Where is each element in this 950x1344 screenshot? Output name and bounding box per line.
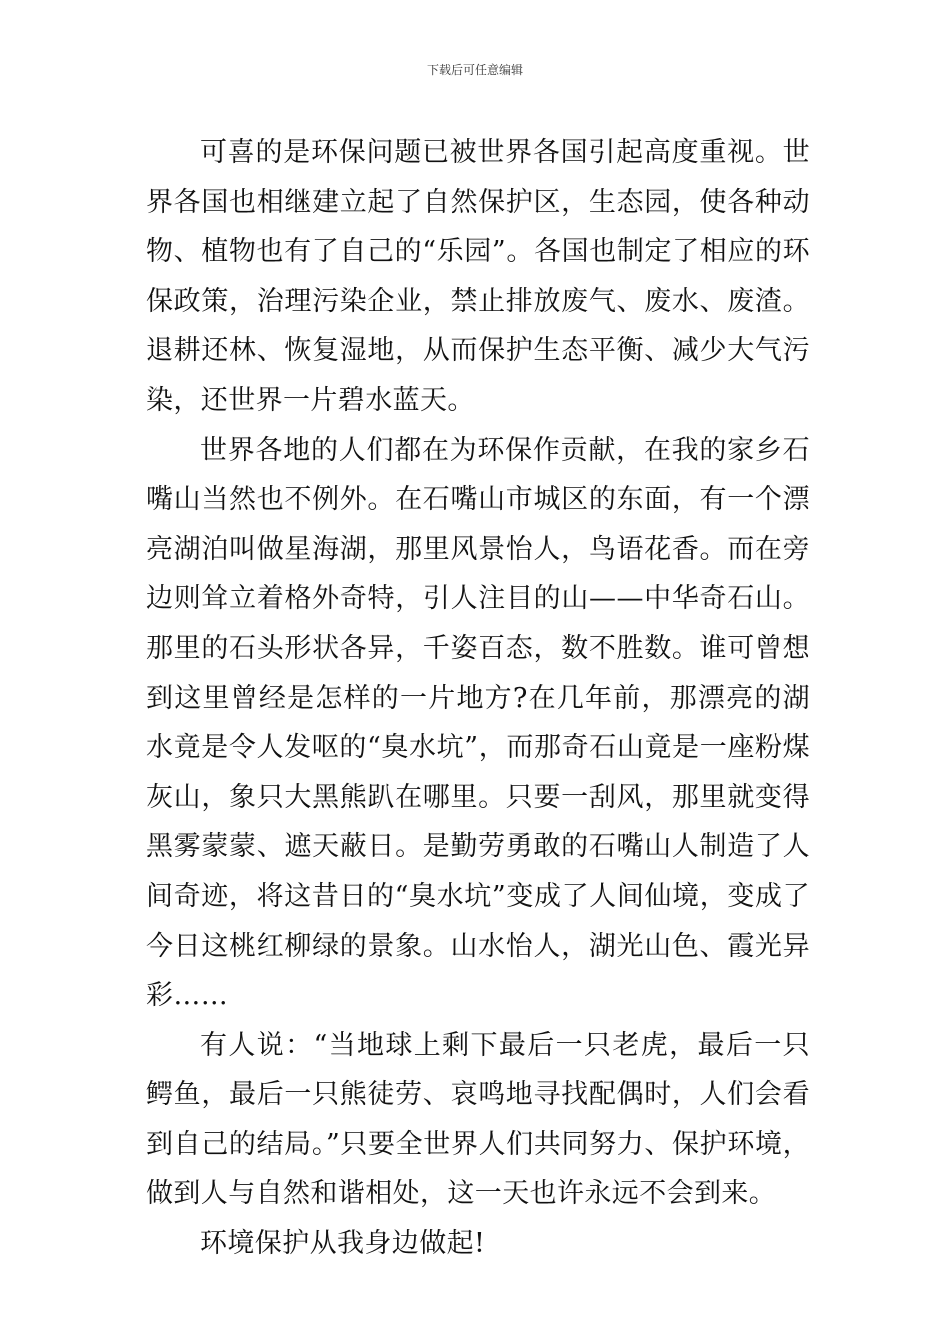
page-header: 下载后可任意编辑 [426,63,523,77]
paragraph-3: 有人说：“当地球上剩下最后一只老虎，最后一只鳄鱼，最后一只熊徒劳、哀鸣地寻找配偶时，人们会看到自己的结局。”只要全世界人们共同努力、保护环境，做到人与自然和谐相处，这一天也许永远不会到来。 [146,1029,810,1210]
paragraph-2: 世界各地的人们都在为环保作贡献，在我的家乡石嘴山当然也不例外。在石嘴山市城区的东面，有一个漂亮湖泊叫做星海湖，那里风景怡人，鸟语花香。而在旁边则耸立着格外奇特，引人注目的山——中华奇石山。那里的石头形状各异，千姿百态，数不胜数。谁可曾想到这里曾经是怎样的一片地方?在几年前，那漂亮的湖水竟是令人发呕的“臭水坑”，而那奇石山竟是一座粉煤灰山，象只大黑熊趴在哪里。只要一刮风，那里就变得黑雾蒙蒙、遮天蔽日。是勤劳勇敢的石嘴山人制造了人间奇迹，将这昔日的“臭水坑”变成了人间仙境，变成了今日这桃红柳绿的景象。山水怡人，湖光山色、霞光异彩…… [146,434,810,1012]
document-body [146,128,810,1269]
paragraph-4: 环境保护从我身边做起! [200,1228,486,1260]
paragraph-1: 可喜的是环保问题已被世界各国引起高度重视。世界各国也相继建立起了自然保护区，生态园，使各种动物、植物也有了自己的“乐园”。各国也制定了相应的环保政策，治理污染企业，禁止排放废气、废水、废渣。退耕还林、恢复湿地，从而保护生态平衡、减少大气污染，还世界一片碧水蓝天。 [146,137,810,416]
